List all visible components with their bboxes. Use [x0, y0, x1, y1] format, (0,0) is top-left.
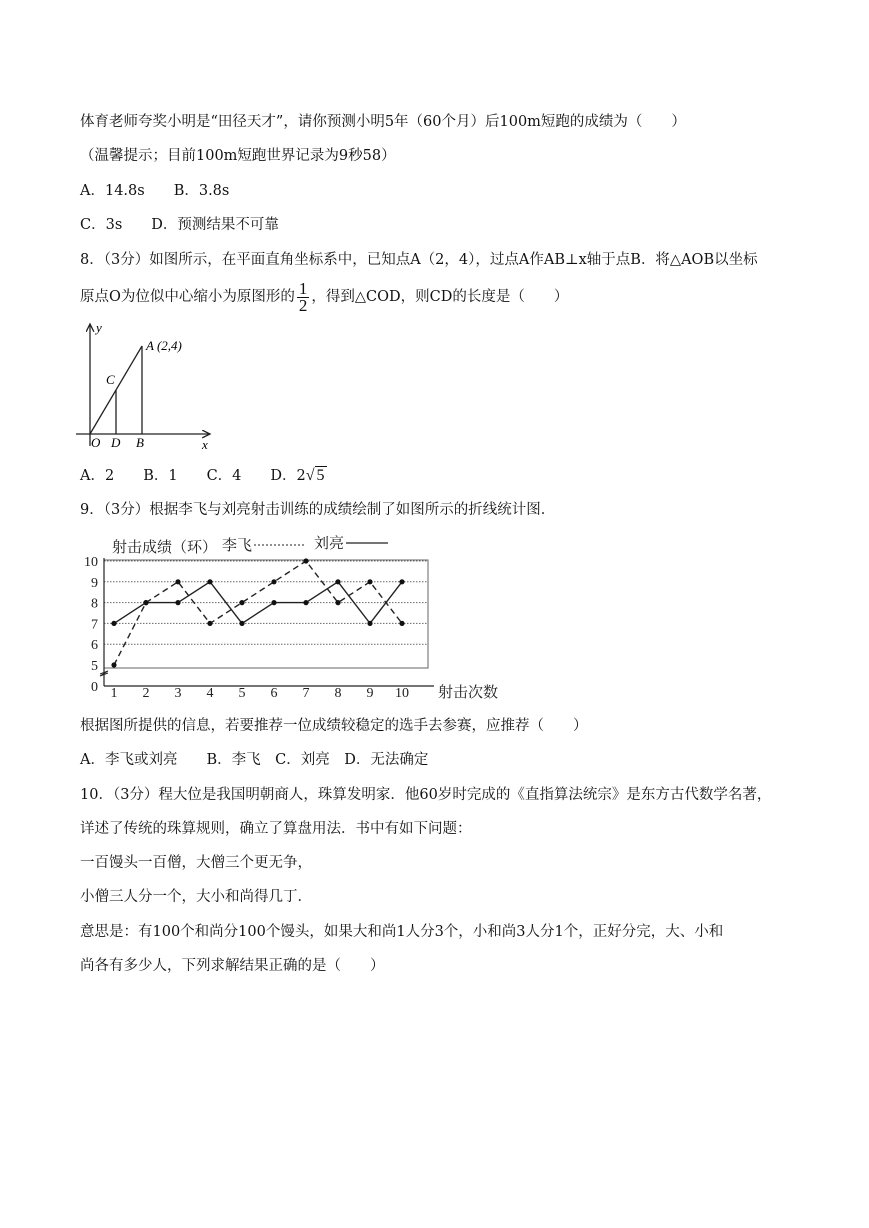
- q8-text-after-fraction: ，得到△COD，则CD的长度是（ ）: [311, 289, 569, 305]
- one-half-fraction: [297, 278, 310, 315]
- x-tick-label: 9: [366, 686, 374, 701]
- shooting-score-chart: [78, 528, 518, 706]
- data-point-liuliang: [367, 621, 372, 626]
- q9-question: 根据图所提供的信息，若要推荐一位成绩较稳定的选手去参赛，应推荐（ ）: [80, 718, 588, 734]
- y-tick-label: 8: [91, 596, 98, 612]
- data-point-liuliang: [207, 579, 212, 584]
- data-point-lifei: [175, 579, 180, 584]
- data-point-lifei: [335, 600, 340, 605]
- point-O-label: O: [91, 435, 101, 450]
- legend-label-lifei: 李飞: [222, 538, 253, 554]
- question8-stem-2: [80, 280, 568, 314]
- x-tick-label: 10: [395, 686, 409, 701]
- point-A-label: A (2,4): [146, 338, 182, 353]
- y-axis-title: 射击成绩（环）: [112, 540, 218, 556]
- data-point-lifei: [111, 662, 116, 667]
- point-D-label: D: [111, 435, 121, 450]
- poem-line2: 小僧三人分一个，大小和尚得几丁．: [80, 889, 312, 905]
- data-point-liuliang: [111, 621, 116, 626]
- question10-meaning-2: 尚各有多少人，下列求解结果正确的是（ ）: [80, 958, 385, 974]
- data-point-lifei: [207, 621, 212, 626]
- poem-line1: 一百馒头一百僧，大僧三个更无争，: [80, 855, 312, 871]
- point-C-label: C: [106, 372, 115, 387]
- q8-options-text: A．2 B．1 C．4 D．2: [80, 468, 306, 484]
- plot-frame: [104, 560, 428, 668]
- data-point-liuliang: [239, 621, 244, 626]
- question8-stem-1: 8．（3分）如图所示，在平面直角坐标系中，已知点A（2，4），过点A作AB⊥x轴于点B．将△AOB以坐标: [80, 252, 758, 268]
- x-tick-label: 1: [110, 686, 118, 701]
- q8-options: [80, 466, 327, 486]
- y-axis-label: y: [96, 320, 102, 335]
- q8-text-before-fraction: 原点O为位似中心缩小为原图形的: [80, 289, 295, 305]
- data-point-liuliang: [175, 600, 180, 605]
- data-point-liuliang: [335, 579, 340, 584]
- data-point-lifei: [367, 579, 372, 584]
- y-tick-label: 10: [84, 555, 98, 570]
- fraction-numerator: 1: [298, 278, 308, 298]
- data-point-liuliang: [399, 579, 404, 584]
- x-tick-label: 4: [206, 686, 214, 701]
- legend-label-liuliang: 刘亮: [314, 536, 345, 552]
- data-point-liuliang: [303, 600, 308, 605]
- coordinate-figure: [70, 318, 220, 458]
- point-B-label: B: [136, 435, 144, 450]
- sqrt-five: √ 5: [305, 467, 325, 484]
- world-record-hint: （温馨提示；目前100m短跑世界记录为9秒58）: [80, 148, 396, 164]
- question10-line1: 10．（3分）程大位是我国明朝商人，珠算发明家．他60岁时完成的《直指算法统宗》是东方古代数学名著，: [80, 787, 772, 803]
- data-point-lifei: [399, 621, 404, 626]
- fraction-denominator: 2: [298, 295, 308, 315]
- y-tick-label: 7: [91, 617, 98, 633]
- data-point-liuliang: [143, 600, 148, 605]
- x-tick-label: 8: [334, 686, 342, 701]
- x-axis-title: 射击次数: [438, 685, 499, 701]
- question9-stem: 9．（3分）根据李飞与刘亮射击训练的成绩绘制了如图所示的折线统计图．: [80, 502, 556, 518]
- x-tick-label: 6: [270, 686, 278, 701]
- x-tick-label: 2: [142, 686, 150, 701]
- question10-meaning-1: 意思是：有100个和尚分100个馒头，如果大和尚1人分3个，小和尚3人分1个，正好分完，大、小和: [80, 924, 724, 940]
- x-tick-label: 7: [302, 686, 310, 701]
- data-point-lifei: [239, 600, 244, 605]
- y-tick-label: 0: [91, 680, 98, 695]
- x-axis-label: x: [202, 437, 208, 452]
- question7-stem: 体育老师夸奖小明是“田径天才”，请你预测小明5年（60个月）后100m短跑的成绩为（ ）: [80, 114, 686, 130]
- q9-options: A．李飞或刘亮 B．李飞 C．刘亮 D．无法确定: [80, 752, 429, 768]
- x-tick-label: 5: [238, 686, 246, 701]
- y-tick-label: 9: [91, 575, 98, 591]
- y-tick-label: 5: [91, 659, 98, 674]
- data-point-lifei: [303, 558, 308, 563]
- x-tick-label: 3: [174, 686, 182, 701]
- q7-options-cd: C．3s D．预测结果不可靠: [80, 217, 279, 233]
- y-tick-label: 6: [91, 638, 98, 654]
- data-point-liuliang: [271, 600, 276, 605]
- sqrt-argument: 5: [316, 467, 325, 484]
- question10-line2: 详述了传统的珠算规则，确立了算盘用法．书中有如下问题：: [80, 821, 472, 837]
- q7-options-ab: A．14.8s B．3.8s: [80, 183, 230, 199]
- data-point-lifei: [271, 579, 276, 584]
